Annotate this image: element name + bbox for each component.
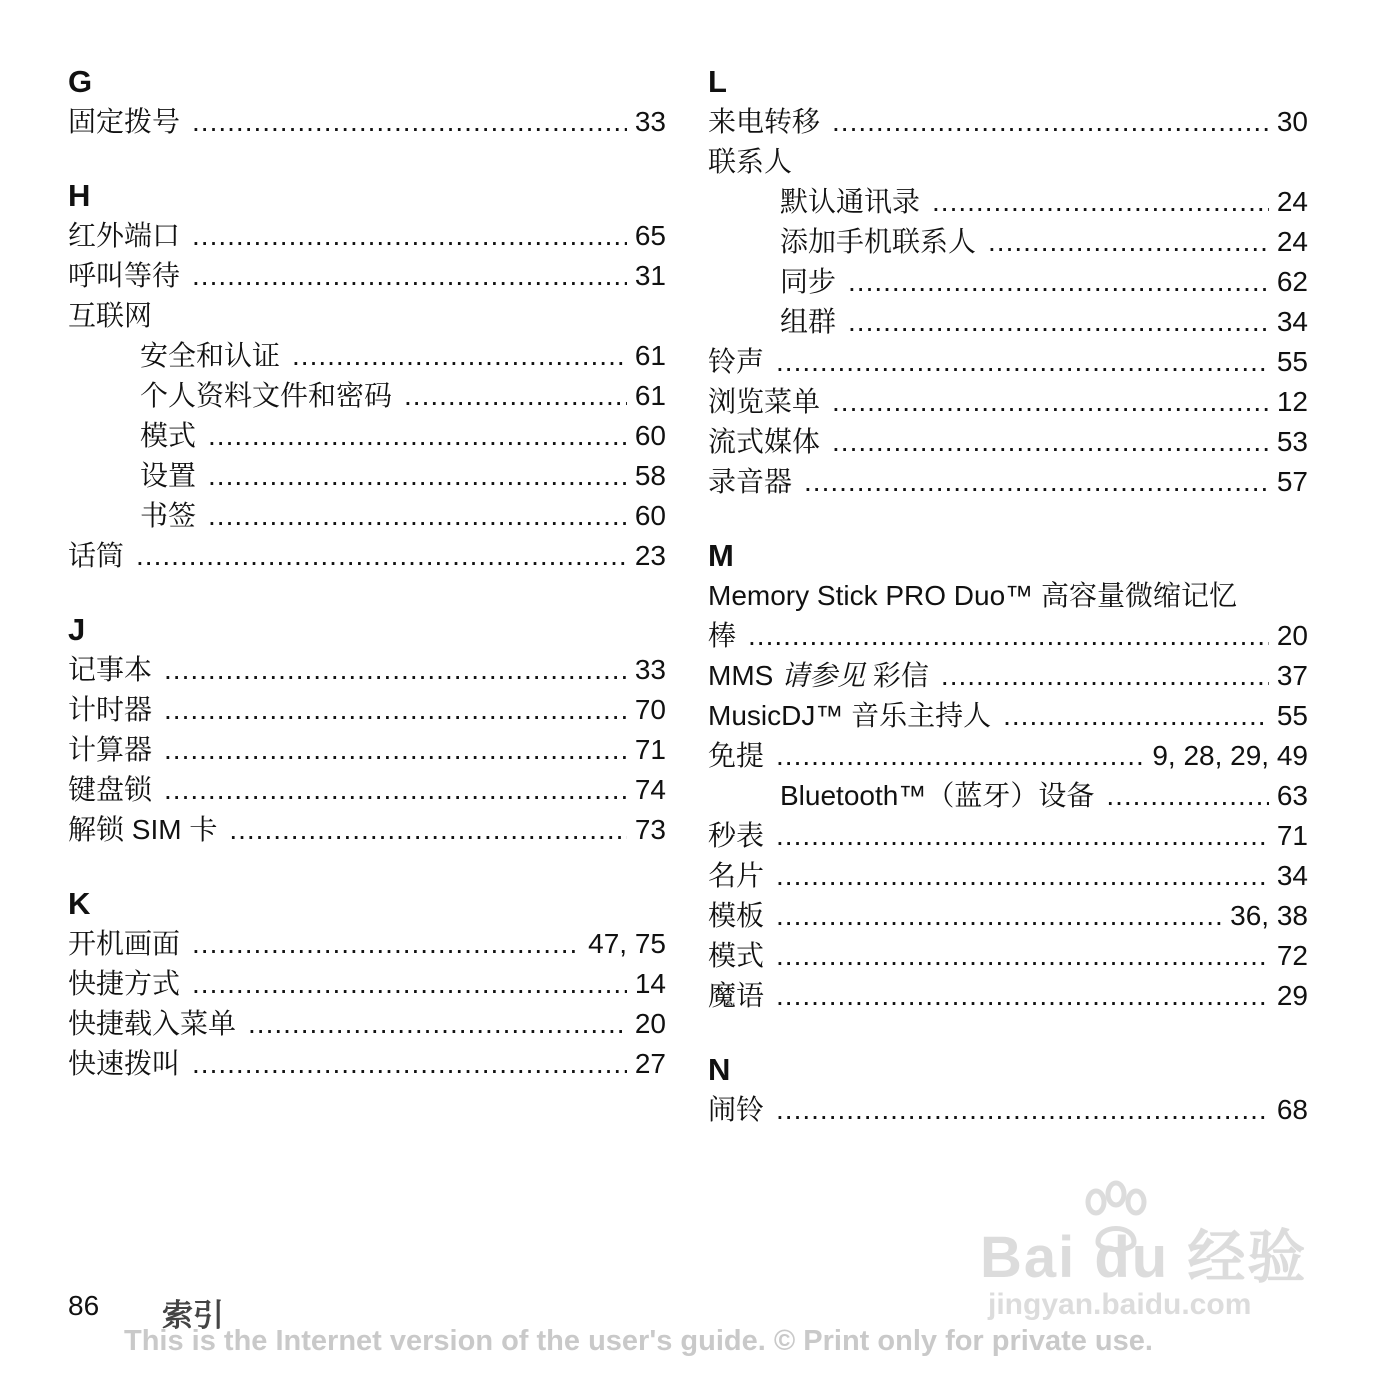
index-entry (68, 650, 666, 690)
dot-leader (941, 656, 1269, 696)
entry-term (708, 422, 832, 462)
entry-page-number: 24 (1276, 226, 1308, 257)
dot-leader (136, 536, 627, 576)
entry-term-text: 闹铃 (708, 1094, 765, 1125)
entry-page-number: 31 (634, 260, 666, 291)
index-entry (68, 1044, 666, 1084)
entry-term-text: MusicDJ™ 音乐主持人 (708, 700, 992, 731)
entry-term (780, 222, 988, 262)
entry-term-text: 秒表 (708, 820, 765, 851)
dot-leader (748, 616, 1269, 656)
right-index-column (708, 62, 1308, 1164)
dot-leader (1003, 696, 1269, 736)
dot-leader (192, 102, 627, 142)
entry-page-number: 33 (634, 106, 666, 137)
entry-term (140, 416, 208, 456)
entry-page-number: 53 (1276, 426, 1308, 457)
entry-term (68, 296, 164, 336)
entry-page-number: 23 (634, 540, 666, 571)
index-entry (68, 810, 666, 850)
entry-term (68, 1044, 192, 1084)
entry-term (708, 736, 776, 776)
entry-term (708, 576, 1249, 616)
entry-term (708, 936, 776, 976)
entry-term (68, 924, 192, 964)
index-entry (68, 690, 666, 730)
dot-leader (208, 456, 627, 496)
entry-term-text: 开机画面 (68, 928, 181, 959)
entry-term-text: 快捷方式 (68, 968, 181, 999)
entry-page-number: 71 (1276, 820, 1308, 851)
entry-page-number: 9, 28, 29, 49 (1152, 740, 1308, 771)
index-entry (68, 730, 666, 770)
index-entry (708, 102, 1308, 142)
entry-term (68, 730, 164, 770)
entry-term-text: Bluetooth™（蓝牙）设备 (780, 780, 1095, 811)
dot-leader (208, 416, 627, 456)
entry-term (68, 1004, 248, 1044)
index-section-l (708, 62, 1308, 502)
entry-page-number: 73 (634, 814, 666, 845)
dot-leader (164, 730, 627, 770)
index-subentry (68, 456, 666, 496)
entry-term-text: 固定拨号 (68, 106, 181, 137)
index-entry (708, 856, 1308, 896)
entry-page-number: 29 (1276, 980, 1308, 1011)
entry-term (708, 616, 748, 656)
dot-leader (776, 1090, 1269, 1130)
entry-term (140, 496, 208, 536)
section-letter: N (708, 1052, 731, 1087)
entry-term-text: 红外端口 (68, 220, 181, 251)
index-entry (68, 1004, 666, 1044)
entry-page-number: 60 (634, 420, 666, 451)
entry-term (708, 142, 804, 182)
dot-leader (192, 964, 627, 1004)
section-letter: L (708, 64, 727, 99)
entry-term-text: 联系人 (708, 146, 793, 177)
entry-term-text: 话筒 (68, 540, 125, 571)
entry-page-number: 30 (1276, 106, 1308, 137)
entry-page-number: 47, 75 (588, 928, 666, 959)
index-section-j (68, 610, 666, 850)
index-entry (68, 964, 666, 1004)
dot-leader (848, 262, 1269, 302)
dot-leader (164, 690, 627, 730)
index-section-m (708, 536, 1308, 1016)
entry-term (68, 964, 192, 1004)
entry-term-text: 解锁 SIM 卡 (68, 814, 218, 845)
index-entry (708, 342, 1308, 382)
index-entry (708, 896, 1308, 936)
entry-page-number: 55 (1276, 346, 1308, 377)
entry-term (68, 770, 164, 810)
entry-page-number: 20 (634, 1008, 666, 1039)
dot-leader (804, 462, 1269, 502)
index-subentry (708, 302, 1308, 342)
index-entry (708, 976, 1308, 1016)
index-entry (708, 576, 1308, 616)
index-subentry (68, 376, 666, 416)
entry-term (68, 810, 229, 850)
index-entry (68, 256, 666, 296)
entry-see-also: 请参见 (781, 660, 866, 691)
index-entry (708, 142, 1308, 182)
entry-term-text: 书签 (140, 500, 197, 531)
index-subentry (68, 496, 666, 536)
index-section-h (68, 176, 666, 576)
entry-term-text: 默认通讯录 (780, 186, 921, 217)
dot-leader (192, 924, 580, 964)
entry-term-ref: 彩信 (872, 660, 929, 691)
dot-leader (1106, 776, 1269, 816)
dot-leader (932, 182, 1269, 222)
index-section-k (68, 884, 666, 1084)
index-entry (68, 296, 666, 336)
entry-term (140, 336, 292, 376)
page-number: 86 (68, 1290, 100, 1321)
index-entry (708, 656, 1308, 696)
dot-leader (192, 1044, 627, 1084)
dot-leader (229, 810, 627, 850)
left-index-column (68, 62, 666, 1118)
entry-term (68, 690, 164, 730)
dot-leader (164, 650, 627, 690)
entry-term (780, 262, 848, 302)
entry-term-text: 同步 (780, 266, 837, 297)
dot-leader (248, 1004, 627, 1044)
entry-term-text: 魔语 (708, 980, 765, 1011)
entry-term (140, 376, 404, 416)
dot-leader (832, 102, 1269, 142)
entry-term-text: Memory Stick PRO Duo™ 高容量微缩记忆 (708, 580, 1237, 611)
entry-term (708, 976, 776, 1016)
section-letter: K (68, 886, 91, 921)
entry-page-number: 71 (634, 734, 666, 765)
entry-term-text: 模式 (708, 940, 765, 971)
entry-term-text: 浏览菜单 (708, 386, 821, 417)
dot-leader (776, 936, 1269, 976)
entry-term-text: 录音器 (708, 466, 793, 497)
index-entry (708, 382, 1308, 422)
dot-leader (776, 856, 1269, 896)
entry-page-number: 37 (1276, 660, 1308, 691)
section-letter: M (708, 538, 734, 573)
entry-term-text: 流式媒体 (708, 426, 821, 457)
entry-page-number: 61 (634, 340, 666, 371)
entry-term-text: 设置 (140, 460, 197, 491)
entry-term-text: 个人资料文件和密码 (140, 380, 393, 411)
index-entry (708, 422, 1308, 462)
entry-term-text: 免提 (708, 740, 765, 771)
entry-page-number: 70 (634, 694, 666, 725)
entry-term-text: 记事本 (68, 654, 153, 685)
entry-page-number: 36, 38 (1230, 900, 1308, 931)
entry-page-number: 63 (1276, 780, 1308, 811)
entry-page-number: 12 (1276, 386, 1308, 417)
dot-leader (848, 302, 1269, 342)
dot-leader (776, 976, 1269, 1016)
section-letter: G (68, 64, 93, 99)
entry-term (708, 816, 776, 856)
index-subentry (708, 262, 1308, 302)
entry-page-number: 34 (1276, 860, 1308, 891)
section-letter: J (68, 612, 86, 647)
dot-leader (776, 816, 1269, 856)
index-entry (708, 816, 1308, 856)
entry-term (708, 342, 776, 382)
index-entry (68, 924, 666, 964)
entry-term-text: 安全和认证 (140, 340, 281, 371)
dot-leader (208, 496, 627, 536)
entry-term-text: 模板 (708, 900, 765, 931)
entry-page-number: 55 (1276, 700, 1308, 731)
entry-page-number: 62 (1276, 266, 1308, 297)
dot-leader (776, 342, 1269, 382)
entry-term (780, 302, 848, 342)
entry-term-text: 铃声 (708, 346, 765, 377)
entry-term-text: 添加手机联系人 (780, 226, 977, 257)
dot-leader (192, 216, 627, 256)
index-entry (708, 696, 1308, 736)
index-entry (708, 1090, 1308, 1130)
dot-leader (832, 422, 1269, 462)
entry-term-text: 快捷载入菜单 (68, 1008, 237, 1039)
entry-term-text: 模式 (140, 420, 197, 451)
index-entry (68, 770, 666, 810)
index-subentry (708, 776, 1308, 816)
entry-term (140, 456, 208, 496)
entry-term (68, 650, 164, 690)
entry-term-text: 互联网 (68, 300, 153, 331)
section-title: 索引 (162, 1298, 224, 1333)
entry-term (708, 856, 776, 896)
index-entry (708, 736, 1308, 776)
entry-page-number: 57 (1276, 466, 1308, 497)
entry-term-text: 键盘锁 (68, 774, 153, 805)
dot-leader (832, 382, 1269, 422)
entry-term (708, 102, 832, 142)
entry-term (708, 462, 804, 502)
entry-term-text: MMS (708, 660, 774, 691)
index-section-g (68, 62, 666, 142)
index-subentry (68, 336, 666, 376)
watermark-url: jingyan.baidu.com (988, 1288, 1252, 1321)
entry-term (708, 896, 776, 936)
dot-leader (776, 736, 1144, 776)
entry-term-text: 呼叫等待 (68, 260, 181, 291)
entry-term-text: 棒 (708, 620, 737, 651)
entry-term-text: 组群 (780, 306, 837, 337)
entry-term-text: 来电转移 (708, 106, 821, 137)
index-subentry (708, 222, 1308, 262)
entry-term-text: 快速拨叫 (68, 1048, 181, 1079)
dot-leader (292, 336, 627, 376)
entry-term-text: 名片 (708, 860, 765, 891)
entry-page-number: 33 (634, 654, 666, 685)
index-entry (68, 536, 666, 576)
dot-leader (404, 376, 627, 416)
entry-page-number: 68 (1276, 1094, 1308, 1125)
entry-page-number: 58 (634, 460, 666, 491)
entry-page-number: 24 (1276, 186, 1308, 217)
entry-page-number: 61 (634, 380, 666, 411)
dot-leader (164, 770, 627, 810)
entry-term-text: 计时器 (68, 694, 153, 725)
index-entry (708, 616, 1308, 656)
index-entry (68, 102, 666, 142)
entry-term (68, 216, 192, 256)
entry-term (708, 1090, 776, 1130)
entry-page-number: 27 (634, 1048, 666, 1079)
entry-term (780, 182, 932, 222)
entry-page-number: 65 (634, 220, 666, 251)
dot-leader (988, 222, 1269, 262)
entry-term (68, 536, 136, 576)
entry-page-number: 72 (1276, 940, 1308, 971)
entry-page-number: 74 (634, 774, 666, 805)
footer-note: This is the Internet version of the user's guide. © Print only for private use. (124, 1325, 1153, 1357)
index-entry (708, 936, 1308, 976)
entry-term (68, 256, 192, 296)
entry-term (68, 102, 192, 142)
index-subentry (68, 416, 666, 456)
entry-term (708, 656, 941, 696)
section-letter: H (68, 178, 91, 213)
entry-term (708, 696, 1003, 736)
index-entry (68, 216, 666, 256)
entry-page-number: 20 (1276, 620, 1308, 651)
index-subentry (708, 182, 1308, 222)
index-section-n (708, 1050, 1308, 1130)
entry-page-number: 34 (1276, 306, 1308, 337)
entry-page-number: 60 (634, 500, 666, 531)
index-entry (708, 462, 1308, 502)
baidu-watermark (980, 1180, 1320, 1320)
entry-term (780, 776, 1106, 816)
watermark-brand: Bai du 经验 (980, 1225, 1308, 1290)
entry-term (708, 382, 832, 422)
dot-leader (776, 896, 1222, 936)
entry-term-text: 计算器 (68, 734, 153, 765)
dot-leader (192, 256, 627, 296)
entry-page-number: 14 (634, 968, 666, 999)
